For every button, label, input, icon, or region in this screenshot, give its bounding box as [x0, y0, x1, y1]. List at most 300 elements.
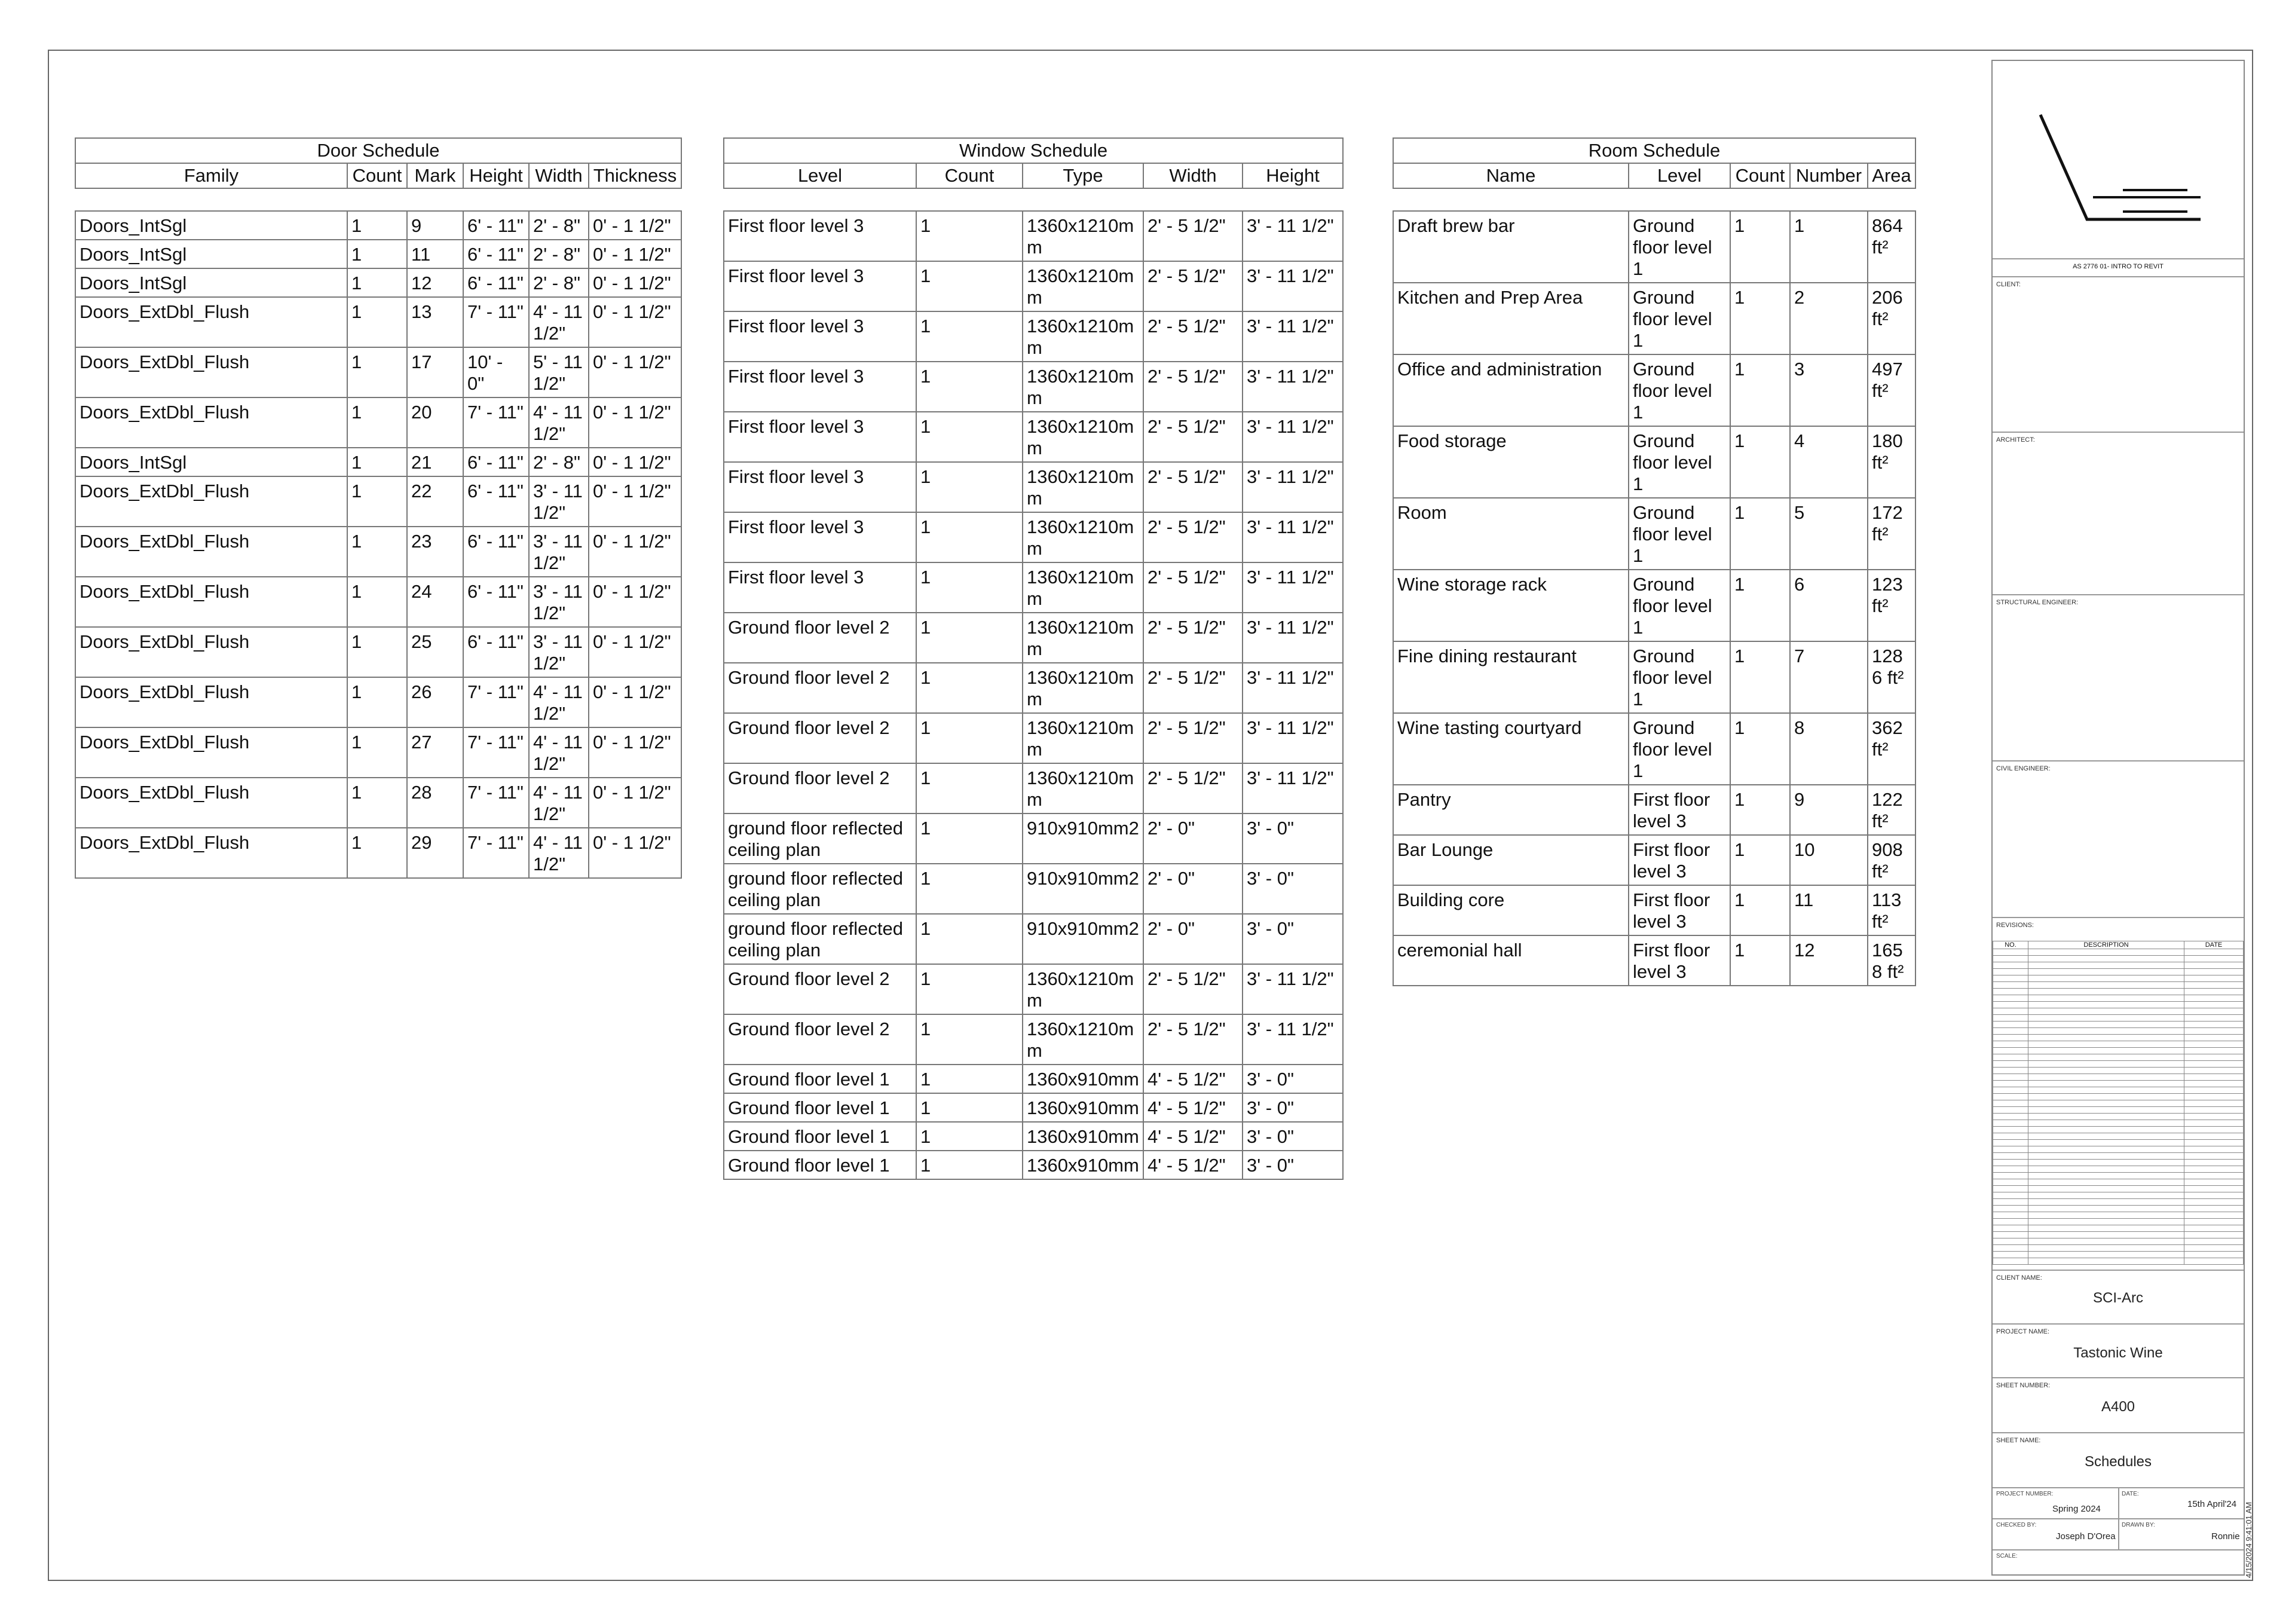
sheet-name-section — [1993, 1432, 2244, 1487]
table-row — [724, 663, 1343, 713]
structural-engineer-label: STRUCTURAL ENGINEER: — [1996, 599, 2079, 606]
revision-cell — [2028, 1114, 2184, 1120]
revision-cell — [2184, 975, 2244, 982]
revision-row — [1993, 956, 2244, 962]
table-cell: 1 — [1730, 885, 1790, 935]
sheet-name-label: SHEET NAME: — [1996, 1437, 2041, 1444]
table-cell: 206 ft² — [1868, 283, 1915, 354]
revision-cell — [2184, 969, 2244, 975]
drawn-by-value: Ronnie — [2211, 1531, 2240, 1542]
revision-cell — [2184, 1028, 2244, 1035]
table-cell: 1 — [1730, 935, 1790, 986]
table-cell: 2' - 5 1/2" — [1143, 261, 1243, 311]
revision-row — [1993, 1238, 2244, 1245]
revision-cell — [1993, 1258, 2028, 1265]
revision-cell — [2028, 1061, 2184, 1068]
revision-row — [1993, 1015, 2244, 1022]
revision-row — [1993, 1160, 2244, 1166]
door-schedule-table — [75, 137, 682, 879]
revision-cell — [2028, 1048, 2184, 1054]
revision-cell — [1993, 1120, 2028, 1127]
table-cell: 11 — [407, 240, 463, 268]
table-cell: First floor level 3 — [724, 512, 916, 562]
revision-cell — [1993, 1068, 2028, 1074]
revision-cell — [1993, 1015, 2028, 1022]
table-cell: 6' - 11" — [463, 476, 529, 527]
table-cell: Doors_ExtDbl_Flush — [75, 727, 347, 778]
table-row — [1393, 211, 1915, 283]
table-cell: 5' - 11 1/2" — [529, 347, 589, 397]
sheet-number-section — [1993, 1377, 2244, 1432]
table-cell: 910x910mm2 — [1023, 813, 1143, 864]
table-row — [724, 362, 1343, 412]
table-cell: 4' - 5 1/2" — [1143, 1093, 1243, 1122]
revision-cell — [1993, 1166, 2028, 1173]
table-cell: Ground floor level 1 — [1629, 641, 1730, 713]
table-cell: Doors_ExtDbl_Flush — [75, 677, 347, 727]
table-cell: 0' - 1 1/2" — [589, 347, 681, 397]
table-cell: 1 — [916, 813, 1023, 864]
revision-cell — [2028, 1022, 2184, 1028]
table-row — [75, 828, 681, 878]
revision-cell — [1993, 1252, 2028, 1258]
table-cell: 1 — [1730, 641, 1790, 713]
table-cell: Ground floor level 1 — [1629, 498, 1730, 570]
revision-row — [1993, 949, 2244, 956]
revision-cell — [2028, 1206, 2184, 1212]
table-cell: 1360x1210mm — [1023, 713, 1143, 763]
table-row — [75, 211, 681, 240]
revision-cell — [1993, 1061, 2028, 1068]
column-header: Mark — [407, 163, 463, 188]
table-cell: 3' - 11 1/2" — [1243, 613, 1343, 663]
revision-cell — [1993, 962, 2028, 969]
table-cell: 2' - 5 1/2" — [1143, 362, 1243, 412]
revision-cell — [1993, 1232, 2028, 1238]
table-cell: First floor level 3 — [724, 311, 916, 362]
revision-cell — [2184, 1061, 2244, 1068]
table-cell: Kitchen and Prep Area — [1393, 283, 1629, 354]
revision-cell — [1993, 956, 2028, 962]
revision-row — [1993, 1035, 2244, 1041]
table-cell: 13 — [407, 297, 463, 347]
table-cell: First floor level 3 — [724, 261, 916, 311]
revision-cell — [2028, 995, 2184, 1002]
table-row — [724, 562, 1343, 613]
table-row — [75, 397, 681, 448]
table-row — [75, 297, 681, 347]
revision-cell — [1993, 1225, 2028, 1232]
table-cell: 1360x910mm — [1023, 1093, 1143, 1122]
revision-cell — [2028, 1153, 2184, 1160]
table-cell: First floor level 3 — [724, 211, 916, 261]
table-cell: 7' - 11" — [463, 297, 529, 347]
client-section — [1993, 276, 2244, 432]
table-cell: 1658 ft² — [1868, 935, 1915, 986]
table-cell: 17 — [407, 347, 463, 397]
table-cell: 0' - 1 1/2" — [589, 240, 681, 268]
table-row — [1393, 935, 1915, 986]
table-cell: 9 — [407, 211, 463, 240]
table-cell: 2' - 5 1/2" — [1143, 412, 1243, 462]
table-cell: 2' - 8" — [529, 240, 589, 268]
table-cell: Doors_ExtDbl_Flush — [75, 627, 347, 677]
table-row — [75, 727, 681, 778]
table-cell: 0' - 1 1/2" — [589, 727, 681, 778]
table-cell: 123 ft² — [1868, 570, 1915, 641]
table-cell: First floor level 3 — [724, 462, 916, 512]
table-cell: 1 — [1730, 283, 1790, 354]
revision-cell — [2028, 1238, 2184, 1245]
table-row — [724, 914, 1343, 964]
table-cell: Room — [1393, 498, 1629, 570]
revision-cell — [1993, 1074, 2028, 1081]
revision-cell — [1993, 1107, 2028, 1114]
revision-cell — [2184, 1087, 2244, 1094]
rev-header-description: DESCRIPTION — [2028, 941, 2184, 949]
table-cell: 1 — [347, 577, 407, 627]
table-cell: Ground floor level 1 — [724, 1093, 916, 1122]
revision-cell — [2028, 1054, 2184, 1061]
table-cell: Doors_ExtDbl_Flush — [75, 778, 347, 828]
table-cell: 1 — [347, 347, 407, 397]
revision-cell — [2028, 1140, 2184, 1146]
revision-cell — [1993, 1206, 2028, 1212]
revision-row — [1993, 995, 2244, 1002]
project-name-section — [1993, 1323, 2244, 1377]
table-row — [724, 864, 1343, 914]
revision-cell — [1993, 969, 2028, 975]
table-row — [1393, 498, 1915, 570]
column-header: Count — [1730, 163, 1790, 188]
revision-cell — [2028, 1041, 2184, 1048]
revision-cell — [2184, 1074, 2244, 1081]
table-cell: 1 — [347, 677, 407, 727]
table-cell: 7 — [1790, 641, 1868, 713]
drawn-by-label: DRAWN BY: — [2122, 1522, 2155, 1528]
revision-cell — [1993, 1179, 2028, 1186]
table-row — [1393, 641, 1915, 713]
table-cell: 3' - 11 1/2" — [1243, 362, 1343, 412]
revision-cell — [1993, 1041, 2028, 1048]
table-row — [724, 1014, 1343, 1065]
table-cell: 3' - 0" — [1243, 1065, 1343, 1093]
table-cell: 2' - 0" — [1143, 864, 1243, 914]
table-row — [1393, 713, 1915, 785]
table-cell: 864 ft² — [1868, 211, 1915, 283]
table-cell: 1 — [916, 261, 1023, 311]
revision-cell — [2028, 975, 2184, 982]
table-row — [724, 813, 1343, 864]
revision-cell — [2028, 1087, 2184, 1094]
revision-cell — [1993, 1002, 2028, 1008]
table-cell: 1 — [1730, 426, 1790, 498]
table-row — [1393, 885, 1915, 935]
table-cell: 4' - 11 1/2" — [529, 778, 589, 828]
table-cell: 1 — [1730, 354, 1790, 426]
revision-row — [1993, 1127, 2244, 1133]
table-row — [75, 527, 681, 577]
table-cell: 497 ft² — [1868, 354, 1915, 426]
revision-cell — [2028, 1166, 2184, 1173]
table-cell: 3' - 11 1/2" — [1243, 964, 1343, 1014]
revision-row — [1993, 1206, 2244, 1212]
revision-cell — [2028, 989, 2184, 995]
revision-cell — [2184, 1068, 2244, 1074]
table-cell: 910x910mm2 — [1023, 864, 1143, 914]
table-cell: 23 — [407, 527, 463, 577]
revision-cell — [1993, 1048, 2028, 1054]
table-cell: 27 — [407, 727, 463, 778]
revision-cell — [2184, 1002, 2244, 1008]
table-cell: 1 — [347, 627, 407, 677]
table-cell: 6' - 11" — [463, 211, 529, 240]
table-cell: 172 ft² — [1868, 498, 1915, 570]
revision-cell — [2028, 969, 2184, 975]
table-row — [75, 577, 681, 627]
table-cell: ground floor reflected ceiling plan — [724, 914, 916, 964]
table-cell: Ground floor level 1 — [724, 1065, 916, 1093]
revision-row — [1993, 982, 2244, 989]
revision-cell — [1993, 1081, 2028, 1087]
revision-cell — [2184, 995, 2244, 1002]
revision-cell — [1993, 1028, 2028, 1035]
revision-cell — [2184, 1173, 2244, 1179]
revision-cell — [1993, 1127, 2028, 1133]
revision-cell — [2184, 1160, 2244, 1166]
room-schedule-title: Room Schedule — [1393, 138, 1915, 163]
revision-cell — [2184, 1035, 2244, 1041]
table-cell: 1360x1210mm — [1023, 311, 1143, 362]
architect-section — [1993, 432, 2244, 594]
revision-cell — [2184, 1022, 2244, 1028]
revision-cell — [2184, 1166, 2244, 1173]
revision-cell — [2028, 1186, 2184, 1192]
table-cell: 1360x910mm — [1023, 1065, 1143, 1093]
revision-row — [1993, 1054, 2244, 1061]
table-cell: 3' - 0" — [1243, 864, 1343, 914]
table-cell: 1 — [347, 240, 407, 268]
column-header: Name — [1393, 163, 1629, 188]
table-cell: 2' - 8" — [529, 268, 589, 297]
table-cell: 2' - 5 1/2" — [1143, 211, 1243, 261]
revision-cell — [1993, 975, 2028, 982]
table-row — [724, 211, 1343, 261]
table-cell: 29 — [407, 828, 463, 878]
revision-row — [1993, 1212, 2244, 1219]
table-cell: 3' - 0" — [1243, 1122, 1343, 1151]
table-row — [75, 778, 681, 828]
revision-cell — [1993, 1140, 2028, 1146]
revision-row — [1993, 1225, 2244, 1232]
table-cell: Ground floor level 2 — [724, 964, 916, 1014]
table-cell: 1360x1210mm — [1023, 613, 1143, 663]
logo-bars-icon — [2123, 186, 2230, 240]
revisions-label: REVISIONS: — [1996, 922, 2034, 929]
table-row — [724, 1093, 1343, 1122]
table-cell: Doors_IntSgl — [75, 240, 347, 268]
table-cell: 1 — [347, 448, 407, 476]
table-cell: 1 — [916, 713, 1023, 763]
table-cell: 5 — [1790, 498, 1868, 570]
revision-cell — [1993, 1008, 2028, 1015]
table-cell: 113 ft² — [1868, 885, 1915, 935]
table-row — [724, 1151, 1343, 1179]
table-cell: 2 — [1790, 283, 1868, 354]
table-cell: 1360x1210mm — [1023, 462, 1143, 512]
table-cell: 7' - 11" — [463, 677, 529, 727]
revision-cell — [1993, 1022, 2028, 1028]
revision-cell — [1993, 1199, 2028, 1206]
column-header: Width — [1143, 163, 1243, 188]
column-header: Thickness — [589, 163, 681, 188]
table-cell: 1 — [916, 562, 1023, 613]
spacer-row — [724, 188, 1343, 211]
revision-row — [1993, 1133, 2244, 1140]
table-cell: First floor level 3 — [1629, 785, 1730, 835]
table-cell: 4' - 11 1/2" — [529, 677, 589, 727]
table-cell: 1360x1210mm — [1023, 1014, 1143, 1065]
table-row — [1393, 354, 1915, 426]
revision-row — [1993, 1008, 2244, 1015]
revision-cell — [2028, 1100, 2184, 1107]
table-cell: 6' - 11" — [463, 577, 529, 627]
revision-cell — [2028, 1028, 2184, 1035]
revision-row — [1993, 1061, 2244, 1068]
table-cell: 3' - 11 1/2" — [529, 527, 589, 577]
table-cell: 7' - 11" — [463, 828, 529, 878]
table-cell: 12 — [407, 268, 463, 297]
revision-cell — [1993, 995, 2028, 1002]
client-name-value: SCI-Arc — [2093, 1290, 2143, 1306]
revision-cell — [1993, 1146, 2028, 1153]
table-cell: 4' - 11 1/2" — [529, 397, 589, 448]
table-cell: Doors_IntSgl — [75, 211, 347, 240]
checked-by-label: CHECKED BY: — [1996, 1522, 2037, 1528]
revision-cell — [1993, 1035, 2028, 1041]
revision-cell — [1993, 1212, 2028, 1219]
table-cell: 1 — [916, 412, 1023, 462]
revision-cell — [2184, 1100, 2244, 1107]
column-header: Count — [916, 163, 1023, 188]
table-cell: 908 ft² — [1868, 835, 1915, 885]
table-cell: 1 — [1730, 835, 1790, 885]
table-cell: 3' - 11 1/2" — [1243, 261, 1343, 311]
revision-row — [1993, 1153, 2244, 1160]
table-cell: 1 — [1730, 211, 1790, 283]
table-cell: 3' - 0" — [1243, 1151, 1343, 1179]
table-cell: 4 — [1790, 426, 1868, 498]
table-cell: 910x910mm2 — [1023, 914, 1143, 964]
table-row — [724, 964, 1343, 1014]
table-row — [1393, 835, 1915, 885]
table-row — [75, 476, 681, 527]
revision-row — [1993, 1252, 2244, 1258]
table-cell: 3' - 11 1/2" — [1243, 211, 1343, 261]
window-schedule-title: Window Schedule — [724, 138, 1343, 163]
course-label: AS 2776 01- INTRO TO REVIT — [2073, 263, 2164, 270]
revision-cell — [1993, 1219, 2028, 1225]
revision-cell — [1993, 1186, 2028, 1192]
table-cell: ground floor reflected ceiling plan — [724, 813, 916, 864]
revision-cell — [2028, 949, 2184, 956]
table-row — [724, 1122, 1343, 1151]
column-header: Level — [1629, 163, 1730, 188]
project-number-value: Spring 2024 — [2052, 1504, 2101, 1514]
table-cell: Ground floor level 2 — [724, 613, 916, 663]
table-cell: Ground floor level 1 — [724, 1151, 916, 1179]
revision-cell — [1993, 1238, 2028, 1245]
table-cell: 7' - 11" — [463, 727, 529, 778]
revision-cell — [2184, 949, 2244, 956]
date-value: 15th April'24 — [2187, 1499, 2237, 1509]
table-cell: 1360x1210mm — [1023, 211, 1143, 261]
revision-cell — [2184, 1120, 2244, 1127]
revision-cell — [2028, 1015, 2184, 1022]
revision-cell — [1993, 1153, 2028, 1160]
revision-cell — [2184, 1225, 2244, 1232]
table-row — [75, 240, 681, 268]
table-cell: 1 — [1730, 498, 1790, 570]
table-cell: 1360x1210mm — [1023, 261, 1143, 311]
table-row — [724, 261, 1343, 311]
revision-cell — [2028, 1173, 2184, 1179]
revision-cell — [1993, 1173, 2028, 1179]
revision-row — [1993, 1192, 2244, 1199]
revision-cell — [1993, 1160, 2028, 1166]
table-cell: 6' - 11" — [463, 627, 529, 677]
revision-row — [1993, 1100, 2244, 1107]
revision-cell — [1993, 1245, 2028, 1252]
revision-cell — [2028, 1212, 2184, 1219]
revision-row — [1993, 1068, 2244, 1074]
title-block — [1991, 60, 2245, 1576]
room-schedule-table — [1393, 137, 1916, 986]
table-cell: 6' - 11" — [463, 268, 529, 297]
table-cell: 4' - 5 1/2" — [1143, 1065, 1243, 1093]
table-cell: 0' - 1 1/2" — [589, 527, 681, 577]
table-cell: First floor level 3 — [724, 362, 916, 412]
table-cell: Ground floor level 2 — [724, 663, 916, 713]
revision-cell — [2184, 1133, 2244, 1140]
table-row — [75, 268, 681, 297]
table-cell: 1 — [347, 527, 407, 577]
table-cell: 2' - 5 1/2" — [1143, 311, 1243, 362]
revision-cell — [2184, 1127, 2244, 1133]
revision-cell — [2028, 1133, 2184, 1140]
revision-cell — [1993, 1100, 2028, 1107]
table-cell: Bar Lounge — [1393, 835, 1629, 885]
revision-cell — [2028, 1179, 2184, 1186]
table-cell: Food storage — [1393, 426, 1629, 498]
table-cell: 3' - 0" — [1243, 1093, 1343, 1122]
revision-cell — [2184, 1107, 2244, 1114]
revision-cell — [2028, 1094, 2184, 1100]
revision-cell — [2184, 1232, 2244, 1238]
table-cell: 1360x1210mm — [1023, 362, 1143, 412]
table-cell: 2' - 8" — [529, 211, 589, 240]
table-cell: 1360x910mm — [1023, 1151, 1143, 1179]
spacer-cell — [75, 188, 681, 211]
table-row — [724, 613, 1343, 663]
revision-cell — [2028, 1035, 2184, 1041]
table-cell: 3' - 11 1/2" — [529, 476, 589, 527]
checked-by-value: Joseph D'Orea — [2056, 1531, 2116, 1542]
table-cell: 0' - 1 1/2" — [589, 211, 681, 240]
column-header: Level — [724, 163, 916, 188]
table-cell: 2' - 5 1/2" — [1143, 613, 1243, 663]
table-cell: 1 — [916, 1122, 1023, 1151]
